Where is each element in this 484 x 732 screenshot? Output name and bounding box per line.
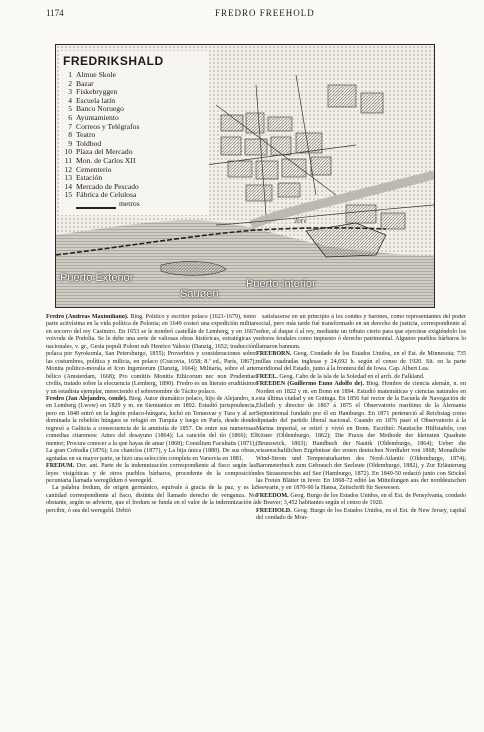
legend-label: Estación	[76, 173, 103, 183]
entry-text: Geog. Burgo de los Estados Unidos, en el Est. de Pensylvania, condado de Beaver; 3,452 habitantes según el censo de 1920.	[256, 492, 466, 507]
entry-text: satisfacerse en un principio á los condes y barones, como representantes del poder social, pero más tarde fué transformado en un derecho de justicia, correspondiente al señor, al duque ó al rey, mediante un tributo cierto para que ejerciese exigiéndolo los señores feudales como impuesto ó derecho patrimonial. Algunos pueblos bárbaros lo llamaron bannum.	[256, 314, 466, 350]
map-legend	[59, 51, 209, 215]
entry-headword: FREEL.	[256, 373, 278, 380]
legend-number: 10	[64, 147, 72, 157]
entry-text: Geog. Condado de los Estados Unidos, en el Est. de Minnesota; 735 millas cuadradas inglesas y 24,692 h. según el censo de 1920. Sit. en la parte meridional del Estado, junto á la frontera del de Iowa. Cap. Albert Lea.	[256, 351, 466, 373]
right-text-column	[256, 314, 466, 718]
legend-number: 11	[64, 155, 72, 165]
legend-label: Almue Skole	[76, 70, 116, 79]
legend-label: Escuela latín	[76, 95, 116, 105]
entry-text: Geog. Burgo de los Estados Unidos, en el Est. de New Jersey, capital del condado de Mon-	[256, 507, 466, 522]
legend-label: Cementerio	[76, 164, 112, 174]
map-label-puerto-interior: Puerto Interior	[246, 278, 316, 290]
legend-label: Toldbod	[76, 138, 102, 148]
dictionary-entry	[256, 351, 466, 373]
map-label-puerto-exterior: Puerto Exterior	[60, 272, 134, 284]
legend-number: 1	[68, 70, 72, 79]
entry-text: Biog. Hombre de ciencia alemán, n. en Norden en 1822 y m. en Bonn en 1894. Estudió matemáticas y ciencias naturales en esta última ciudad y en Gotinga. En 1856 fué rector de la Escuela de Navegación de Elsfleth y director de 1867 á 1875 el Observatorio marítimo de la Alemania Septentrional fundado por él en Hamburgo. En 1871 perteneció al Reichstag como diputado del partido liberal nacional. Cuando en 1876 pasó el Observatorio á la Marina imperial, se retiró y vivió en Bonn. Escribió: Nautische Hülfstafeln, con Köster (Oldemburgo, 1862); Die Praxis der Methode der kleinsten Quadrate (Brunswick, 1863); Handbuch der Nautik (Oldemburgo, 1864); Ueber die wissenschaftlichen Ergebnisse der ersten deutschen Nordfahrt von 1868; Monatliche Wind-Strom und Temperaturkarten des Nord-Atlantic (Oldemburgo, 1874); Barometerbuch zum Gebrauch der Seeleute (Oldemburgo, 1882), y Zur Erläuterung des Strassenrechts auf See (Hamburgo, 1872). En 1849-50 redactó junto con Stöckel las Freien Blätter in Jever. En 1868-72 editó las Mitteilungen aus der norddeutschen Seewarte, y en 1870-90 la Hansa, Zeitschrift für Seewesen.	[256, 381, 466, 492]
running-head: FREDRO FREEHOLD	[215, 8, 315, 18]
legend-label: Correos y Telégrafos	[76, 121, 140, 131]
legend-number: 13	[64, 173, 72, 183]
map-title: FREDRIKSHALD	[63, 54, 164, 68]
entry-text: La palabra fredum, de origen germánico, equivale á gracia de la paz, y es la cantidad correspondiente al fisco, distinta del llamado derecho de venganza. No obstante, según se advierte, que el fredum se funda en el valor de la indemnización á percibir, ó sea del weregeld. Debió	[46, 485, 256, 514]
entry-headword: FREEDOM.	[256, 492, 289, 499]
legend-number: 9	[68, 138, 72, 148]
dictionary-entry	[256, 493, 466, 508]
legend-label: Bazar	[76, 78, 94, 88]
legend-label: Mercado de Pescado	[76, 181, 139, 191]
entry-text: Biog. Político y escritor polaco (1621-1679), tomó parte activísima en la vida política de Polonia; en 1649 costeó una expedición militar en socorro del rey Casimiro. En 1653 se le nombró castellán de Lemberg, y en 1667 voivoda de Podolia. Se le debe una serie de valiosas obras históricas, estratégicas y nacionales, v. gr., Gesta populi Poloni sub Henrico Valesio (Danzig, 1652; traducción polaca por Syrokomla, San Petersburgo, 1855); Proverbios y consideraciones sobre las costumbres, política y milicia, en polaco (Cracovia, 1658; 8.ª ed., París, 1867); Monita politico-moralia et Icon Ingeniorum (Danzig, 1664); Militaria, sobre el arte bélico (Amsterdam, 1668); Pro comitiis Monitis Ethicorum nec non Prudentiae civilis, tratado sobre la elocuencia (Lemberg, 1890). Fredro es un literato eruditísimo y un estadista ejemplar, mereciendo el sobrenombre de Tácito polaco.	[46, 314, 256, 395]
entry-headword: Fredro (Jan Alejandro, conde).	[46, 395, 128, 402]
dictionary-entry	[46, 485, 256, 515]
entry-headword: FREDUM.	[46, 463, 75, 470]
legend-label: Plaza del Mercado	[76, 147, 133, 157]
entry-headword: FREEBORN.	[256, 351, 292, 358]
left-text-column	[46, 314, 256, 718]
page-number: 1174	[46, 8, 64, 18]
dictionary-entry	[256, 508, 466, 523]
legend-number: 12	[64, 164, 72, 174]
map-scale	[59, 200, 209, 209]
dictionary-entry	[256, 314, 466, 351]
legend-label: Ayuntamiento	[76, 112, 119, 122]
entry-text: Der. ant. Parte de la indemnización correspondiente al fisco según las leyes visigóticas y de otros pueblos bárbaros, procedente de la composición pecuniaria llamada weregildum ó weregeld.	[46, 463, 256, 484]
legend-label: Teatro	[76, 130, 96, 140]
legend-number: 8	[68, 130, 72, 140]
legend-number: 4	[68, 95, 72, 105]
legend-label: Fábrica de Celulosa	[76, 190, 137, 200]
running-header	[0, 6, 484, 20]
dictionary-entry	[256, 374, 466, 381]
dictionary-entry	[46, 314, 256, 396]
legend-number: 15	[64, 190, 72, 200]
legend-number: 2	[68, 78, 72, 88]
city-map	[55, 44, 435, 308]
scale-label: metros	[119, 198, 140, 208]
legend-label: Fiskebryggen	[76, 87, 118, 97]
entry-headword: FREEHOLD.	[256, 507, 292, 514]
dictionary-entry	[46, 396, 256, 463]
legend-number: 5	[68, 104, 72, 114]
entry-headword: Fredro (Andreas Maximiliano).	[46, 314, 129, 320]
entry-headword: FREEDEN (Guillermo Enno Adolfo de).	[256, 381, 364, 388]
dictionary-entry	[256, 381, 466, 493]
legend-label: Mon. de Carlos XII	[76, 155, 136, 165]
entry-text: Geog. Cabo de la isla de la Soledad en el arch. de Falkland.	[279, 373, 425, 380]
entry-text: Biog. Autor dramático polaco, hijo de Alejandro, n. en Lemberg (Lwow) en 1829 y m. en Siemianice en 1892. Estudió jurisprudencia, pero en 1848 entró en la legión polaco-húngara, luchó en Temesvar y Tura y al ser dominada la rebelión húngara se refugió en Turquía y luego en París, desde donde regresó a Galitzia a consecuencia de la amnistía de 1857. De entre sus numerosas comedias citaremos: Antes del desayuno (1864); La canción del tío (1866); El mentor; Procura conocer a la que hayas de amar (1868); Consilium Facultatis (1871); La gran Cofradía (1876); Los chanclos (1877), y La hija única (1880). De sus obras, agotadas en su mayor parte, se hizo una selección completa en Varsovia en 1881.	[46, 395, 256, 462]
legend-number: 6	[68, 112, 72, 122]
dictionary-entry	[46, 463, 256, 485]
legend-label: Banco Noruego	[76, 104, 124, 114]
map-label-torv: Torv	[294, 217, 307, 225]
legend-number: 7	[68, 121, 72, 131]
legend-number: 3	[68, 87, 72, 97]
map-label-sauoen: Sauøen	[180, 288, 219, 300]
legend-number: 14	[64, 181, 72, 191]
